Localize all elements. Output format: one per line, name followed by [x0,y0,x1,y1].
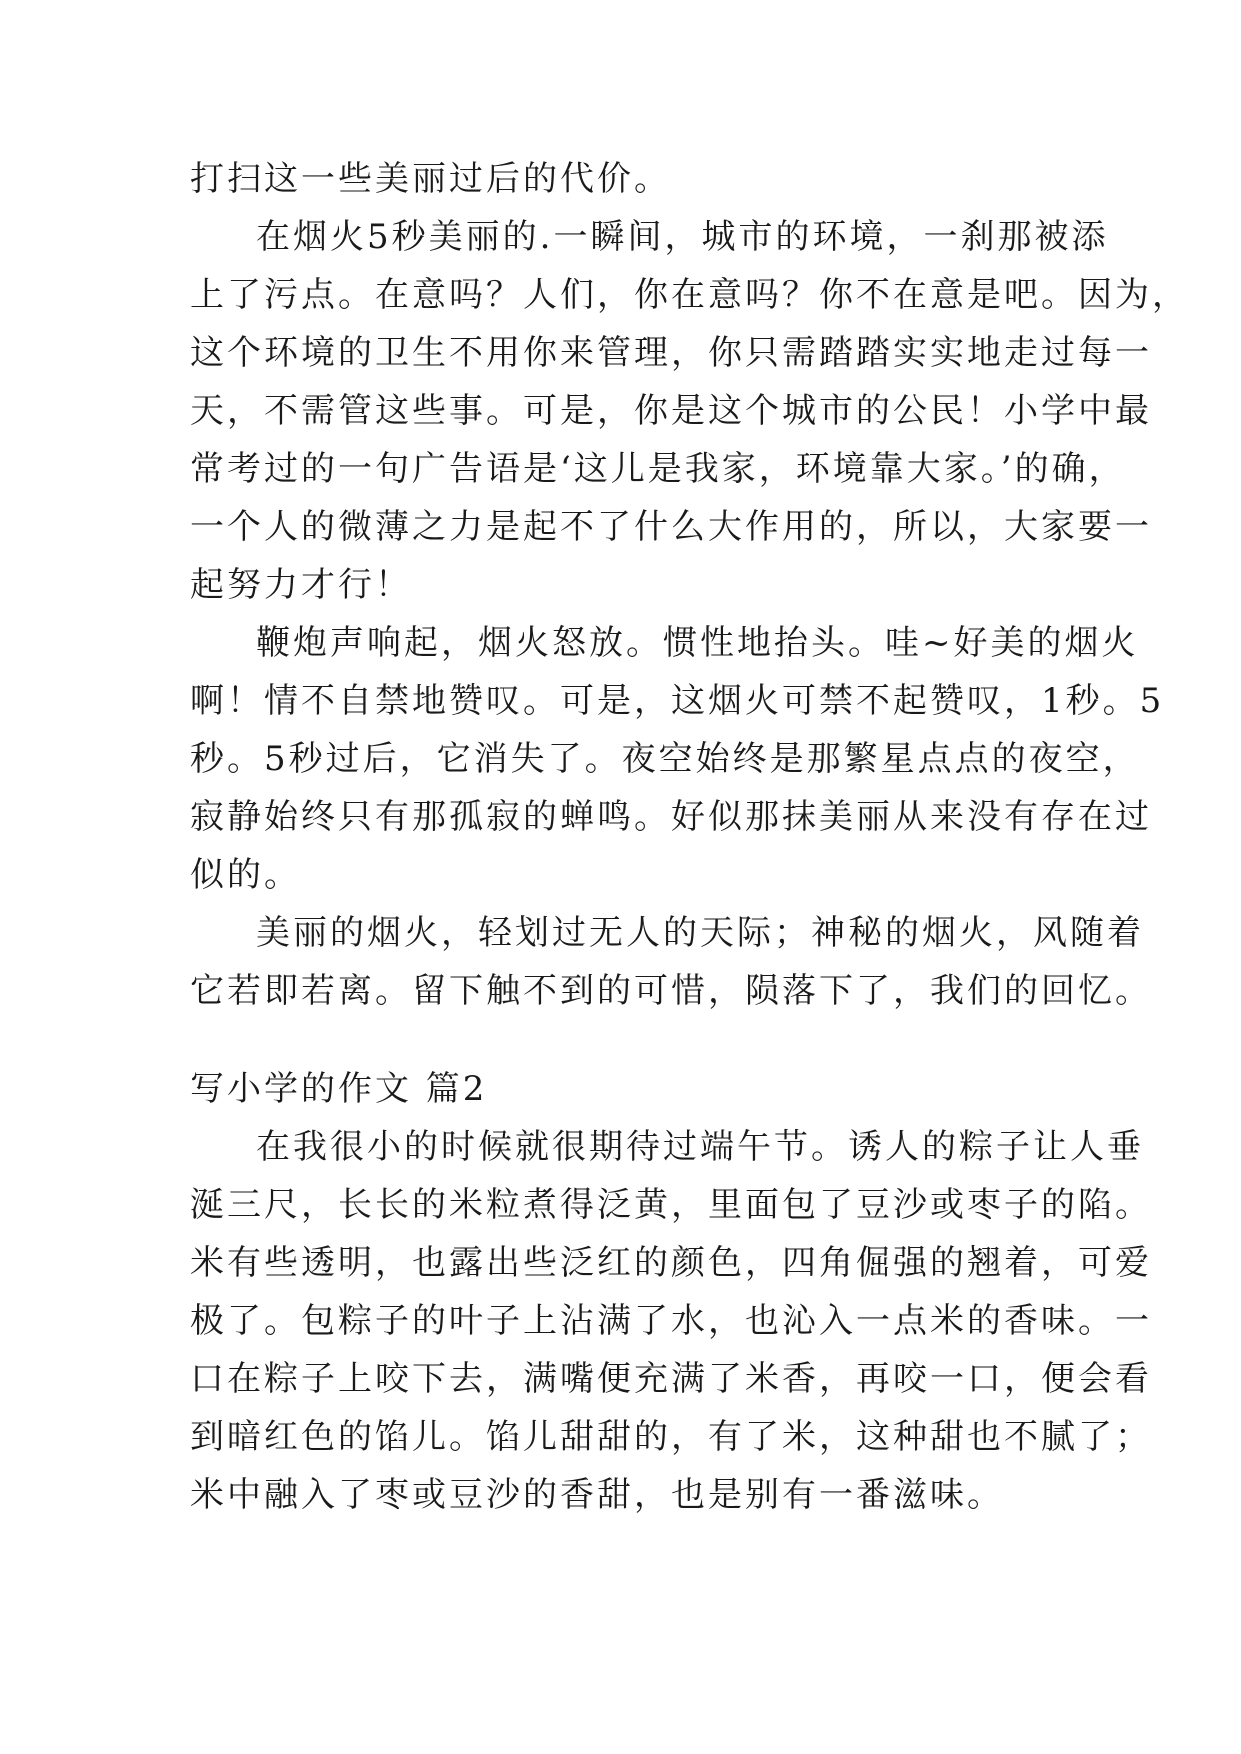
text-line: 鞭炮声响起，烟火怒放。惯性地抬头。哇~好美的烟火 [256,623,1139,663]
section-gap [190,1020,1060,1060]
section-title: 写小学的作文 篇2 [190,1069,488,1109]
text-line: 上了污点。在意吗？人们，你在意吗？你不在意是吧。因为， [190,275,1189,315]
text-line: 起努力才行！ [190,565,412,605]
text-line: 米有些透明，也露出些泛红的颜色，四角倔强的翘着，可爱 [190,1243,1152,1283]
text-line: 在我很小的时候就很期待过端午节。诱人的粽子让人垂 [256,1127,1144,1167]
paragraph [190,614,1165,904]
text-line: 涎三尺，长长的米粒煮得泛黄，里面包了豆沙或枣子的陷。 [190,1185,1152,1225]
text-line: 一个人的微薄之力是起不了什么大作用的，所以，大家要一 [190,507,1152,547]
text-line: 极了。包粽子的叶子上沾满了水，也沁入一点米的香味。一 [190,1301,1152,1341]
text-line: 常考过的一句广告语是‘这儿是我家，环境靠大家。’的确， [190,449,1126,489]
document-page [190,150,1189,1524]
text-line: 美丽的烟火，轻划过无人的天际；神秘的烟火，风随着 [256,913,1144,953]
paragraph [190,208,1189,614]
text-line: 口在粽子上咬下去，满嘴便充满了米香，再咬一口，便会看 [190,1359,1152,1399]
text-line: 似的。 [190,855,301,895]
text-line: 天，不需管这些事。可是，你是这个城市的公民！小学中最 [190,391,1152,431]
text-line: 在烟火5秒美丽的.一瞬间，城市的环境，一刹那被添 [256,217,1109,257]
text-line: 到暗红色的馅儿。馅儿甜甜的，有了米，这种甜也不腻了； [190,1417,1152,1457]
paragraph [190,1118,1152,1524]
paragraph [190,904,1152,1020]
text-line: 打扫这一些美丽过后的代价。 [190,159,671,199]
text-line: 米中融入了枣或豆沙的香甜，也是别有一番滋味。 [190,1475,1004,1515]
text-line: 啊！情不自禁地赞叹。可是，这烟火可禁不起赞叹，1秒。5 [190,681,1165,721]
text-line: 它若即若离。留下触不到的可惜，陨落下了，我们的回忆。 [190,971,1152,1011]
text-line: 秒。5秒过后，它消失了。夜空始终是那繁星点点的夜空， [190,739,1140,779]
text-line: 寂静始终只有那孤寂的蝉鸣。好似那抹美丽从来没有存在过 [190,797,1152,837]
text-line: 这个环境的卫生不用你来管理，你只需踏踏实实地走过每一 [190,333,1152,373]
